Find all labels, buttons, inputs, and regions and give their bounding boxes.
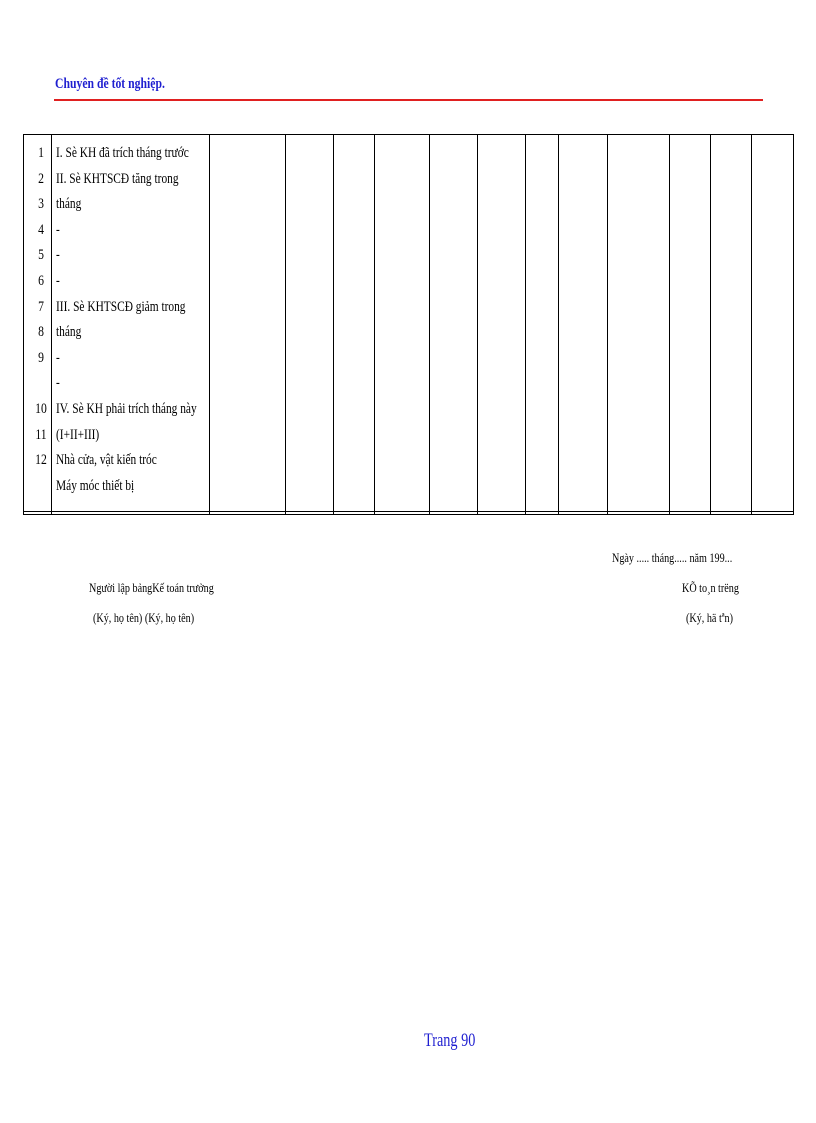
column-divider bbox=[710, 135, 711, 514]
row-number: 5 bbox=[38, 247, 44, 264]
row-text: tháng bbox=[56, 324, 82, 341]
signature-roles-left: Người lập bảngKế toán trưởng bbox=[89, 580, 214, 595]
page-number: Trang 90 bbox=[424, 1030, 476, 1051]
column-divider bbox=[669, 135, 670, 514]
row-number: 8 bbox=[38, 324, 44, 341]
column-divider bbox=[751, 135, 752, 514]
depreciation-table bbox=[23, 134, 794, 515]
row-number bbox=[32, 371, 49, 397]
column-divider bbox=[477, 135, 478, 514]
row-text: Máy móc thiết bị bbox=[56, 477, 135, 494]
row-text: (I+II+III) bbox=[56, 426, 100, 443]
row-text: II. Sè KHTSCĐ tăng trong bbox=[56, 170, 179, 187]
date-line: Ngày ..... tháng..... năm 199... bbox=[612, 550, 733, 565]
column-divider bbox=[558, 135, 559, 514]
column-divider bbox=[285, 135, 286, 514]
row-text: tháng bbox=[56, 196, 82, 213]
row-text: - bbox=[56, 221, 60, 238]
column-divider bbox=[333, 135, 334, 514]
row-number: 10 bbox=[35, 400, 47, 417]
column-divider bbox=[429, 135, 430, 514]
row-number-column bbox=[30, 141, 52, 499]
row-text: I. Sè KH đã trích tháng trước bbox=[56, 145, 189, 161]
row-text: IV. Sè KH phải trích tháng này bbox=[56, 400, 197, 417]
header-divider bbox=[54, 99, 763, 101]
row-number: 7 bbox=[38, 298, 44, 315]
column-divider bbox=[374, 135, 375, 514]
row-number: 11 bbox=[35, 426, 47, 443]
row-text: III. Sè KHTSCĐ giảm trong bbox=[56, 298, 186, 315]
row-text: - bbox=[56, 272, 60, 289]
row-description-column bbox=[56, 141, 226, 499]
row-number: 9 bbox=[38, 349, 44, 366]
row-number: 4 bbox=[38, 221, 44, 238]
row-text: - bbox=[56, 375, 60, 392]
row-text: - bbox=[56, 349, 60, 366]
row-text: - bbox=[56, 247, 60, 264]
document-header-title: Chuyên đề tốt nghiệp. bbox=[55, 76, 165, 92]
signature-hint-right: (Ký, hä tªn) bbox=[686, 610, 734, 625]
row-number: 3 bbox=[38, 196, 44, 213]
table-bottom-rule bbox=[24, 511, 793, 512]
row-text: Nhà cửa, vật kiến tróc bbox=[56, 452, 157, 469]
row-number bbox=[32, 474, 49, 500]
signature-role-right: KÕ to¸n trëng bbox=[682, 580, 739, 595]
column-divider bbox=[525, 135, 526, 514]
row-number: 1 bbox=[38, 145, 44, 161]
row-number: 2 bbox=[38, 170, 44, 187]
column-divider bbox=[607, 135, 608, 514]
row-number: 12 bbox=[35, 452, 47, 469]
row-number: 6 bbox=[38, 272, 44, 289]
signature-hints-left: (Ký, họ tên) (Ký, họ tên) bbox=[93, 610, 195, 625]
